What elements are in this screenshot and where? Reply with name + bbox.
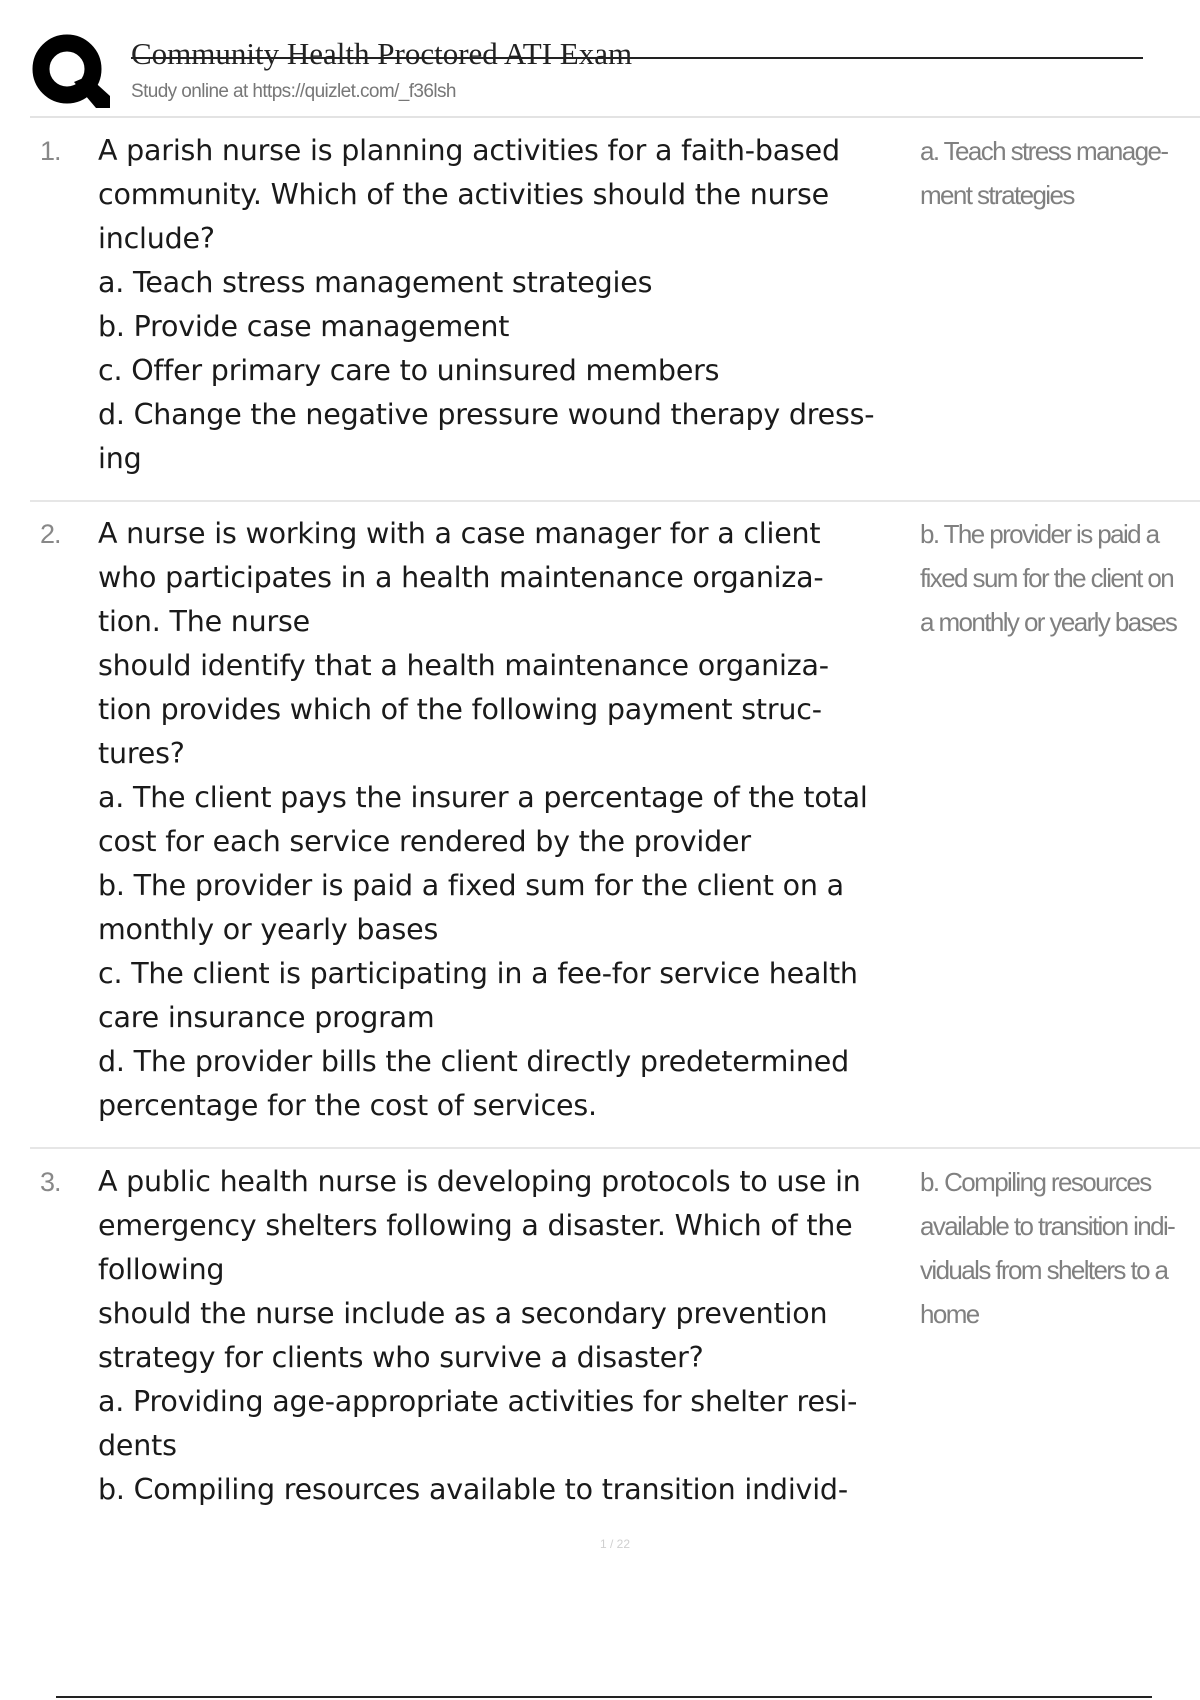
answer-line: b. Compiling resources xyxy=(920,1167,1151,1197)
question-line: tures? xyxy=(98,737,185,770)
question-line: should the nurse include as a secondary prevention xyxy=(98,1297,828,1330)
quizlet-logo-icon xyxy=(30,32,110,112)
question-number: 1. xyxy=(40,136,61,166)
question-line: emergency shelters following a disaster. Which of the xyxy=(98,1209,853,1242)
answer-text xyxy=(920,512,1200,644)
option-c: c. Offer primary care to uninsured members xyxy=(98,354,720,387)
answer-text xyxy=(920,129,1200,217)
option-d-continued: percentage for the cost of services. xyxy=(98,1089,597,1122)
question-line: A parish nurse is planning activities for a faith-based xyxy=(98,134,840,167)
question-number: 3. xyxy=(40,1167,61,1197)
header-divider xyxy=(30,116,1200,118)
option-a: a. Providing age-appropriate activities for shelter resi- xyxy=(98,1385,858,1418)
option-d-continued: ing xyxy=(98,442,142,475)
answer-line: a. Teach stress manage- xyxy=(920,136,1168,166)
document-title: Community Health Proctored ATI Exam xyxy=(131,36,633,71)
option-b: b. The provider is paid a fixed sum for the client on a xyxy=(98,869,844,902)
answer-line: ment strategies xyxy=(920,180,1074,210)
answer-line: b. The provider is paid a xyxy=(920,519,1159,549)
question-line: who participates in a health maintenance organiza- xyxy=(98,561,824,594)
question-text xyxy=(98,512,948,1128)
answer-line: a monthly or yearly bases xyxy=(920,607,1177,637)
question-line: A nurse is working with a case manager for a client xyxy=(98,517,821,550)
answer-line: home xyxy=(920,1299,979,1329)
answer-line: fixed sum for the client on xyxy=(920,563,1174,593)
answer-text xyxy=(920,1160,1200,1336)
question-line: following xyxy=(98,1253,225,1286)
question-divider xyxy=(30,1147,1200,1149)
option-d: d. The provider bills the client directly predetermined xyxy=(98,1045,849,1078)
option-c: c. The client is participating in a fee-for service health xyxy=(98,957,858,990)
option-a: a. The client pays the insurer a percentage of the total xyxy=(98,781,868,814)
question-line: A public health nurse is developing protocols to use in xyxy=(98,1165,861,1198)
option-a: a. Teach stress management strategies xyxy=(98,266,653,299)
option-c-continued: care insurance program xyxy=(98,1001,435,1034)
option-a-continued: dents xyxy=(98,1429,177,1462)
option-b: b. Compiling resources available to transition individ- xyxy=(98,1473,848,1506)
question-line: tion provides which of the following payment struc- xyxy=(98,693,822,726)
answer-line: available to transition indi- xyxy=(920,1211,1175,1241)
question-line: should identify that a health maintenance organiza- xyxy=(98,649,829,682)
page-number: 1 / 22 xyxy=(599,1537,631,1551)
option-b: b. Provide case management xyxy=(98,310,510,343)
page-bottom-rule xyxy=(56,1696,1152,1698)
question-line: tion. The nurse xyxy=(98,605,311,638)
title-strikethrough-line xyxy=(131,57,1143,59)
question-text xyxy=(98,1160,948,1512)
option-a-continued: cost for each service rendered by the provider xyxy=(98,825,751,858)
option-d: d. Change the negative pressure wound therapy dress- xyxy=(98,398,875,431)
question-text xyxy=(98,129,948,481)
question-line: include? xyxy=(98,222,215,255)
answer-line: viduals from shelters to a xyxy=(920,1255,1168,1285)
question-line: community. Which of the activities should the nurse xyxy=(98,178,829,211)
option-b-continued: monthly or yearly bases xyxy=(98,913,439,946)
question-number: 2. xyxy=(40,519,61,549)
question-divider xyxy=(30,500,1200,502)
question-line: strategy for clients who survive a disaster? xyxy=(98,1341,704,1374)
study-online-link-text: Study online at https://quizlet.com/_f36lsh xyxy=(131,81,456,102)
